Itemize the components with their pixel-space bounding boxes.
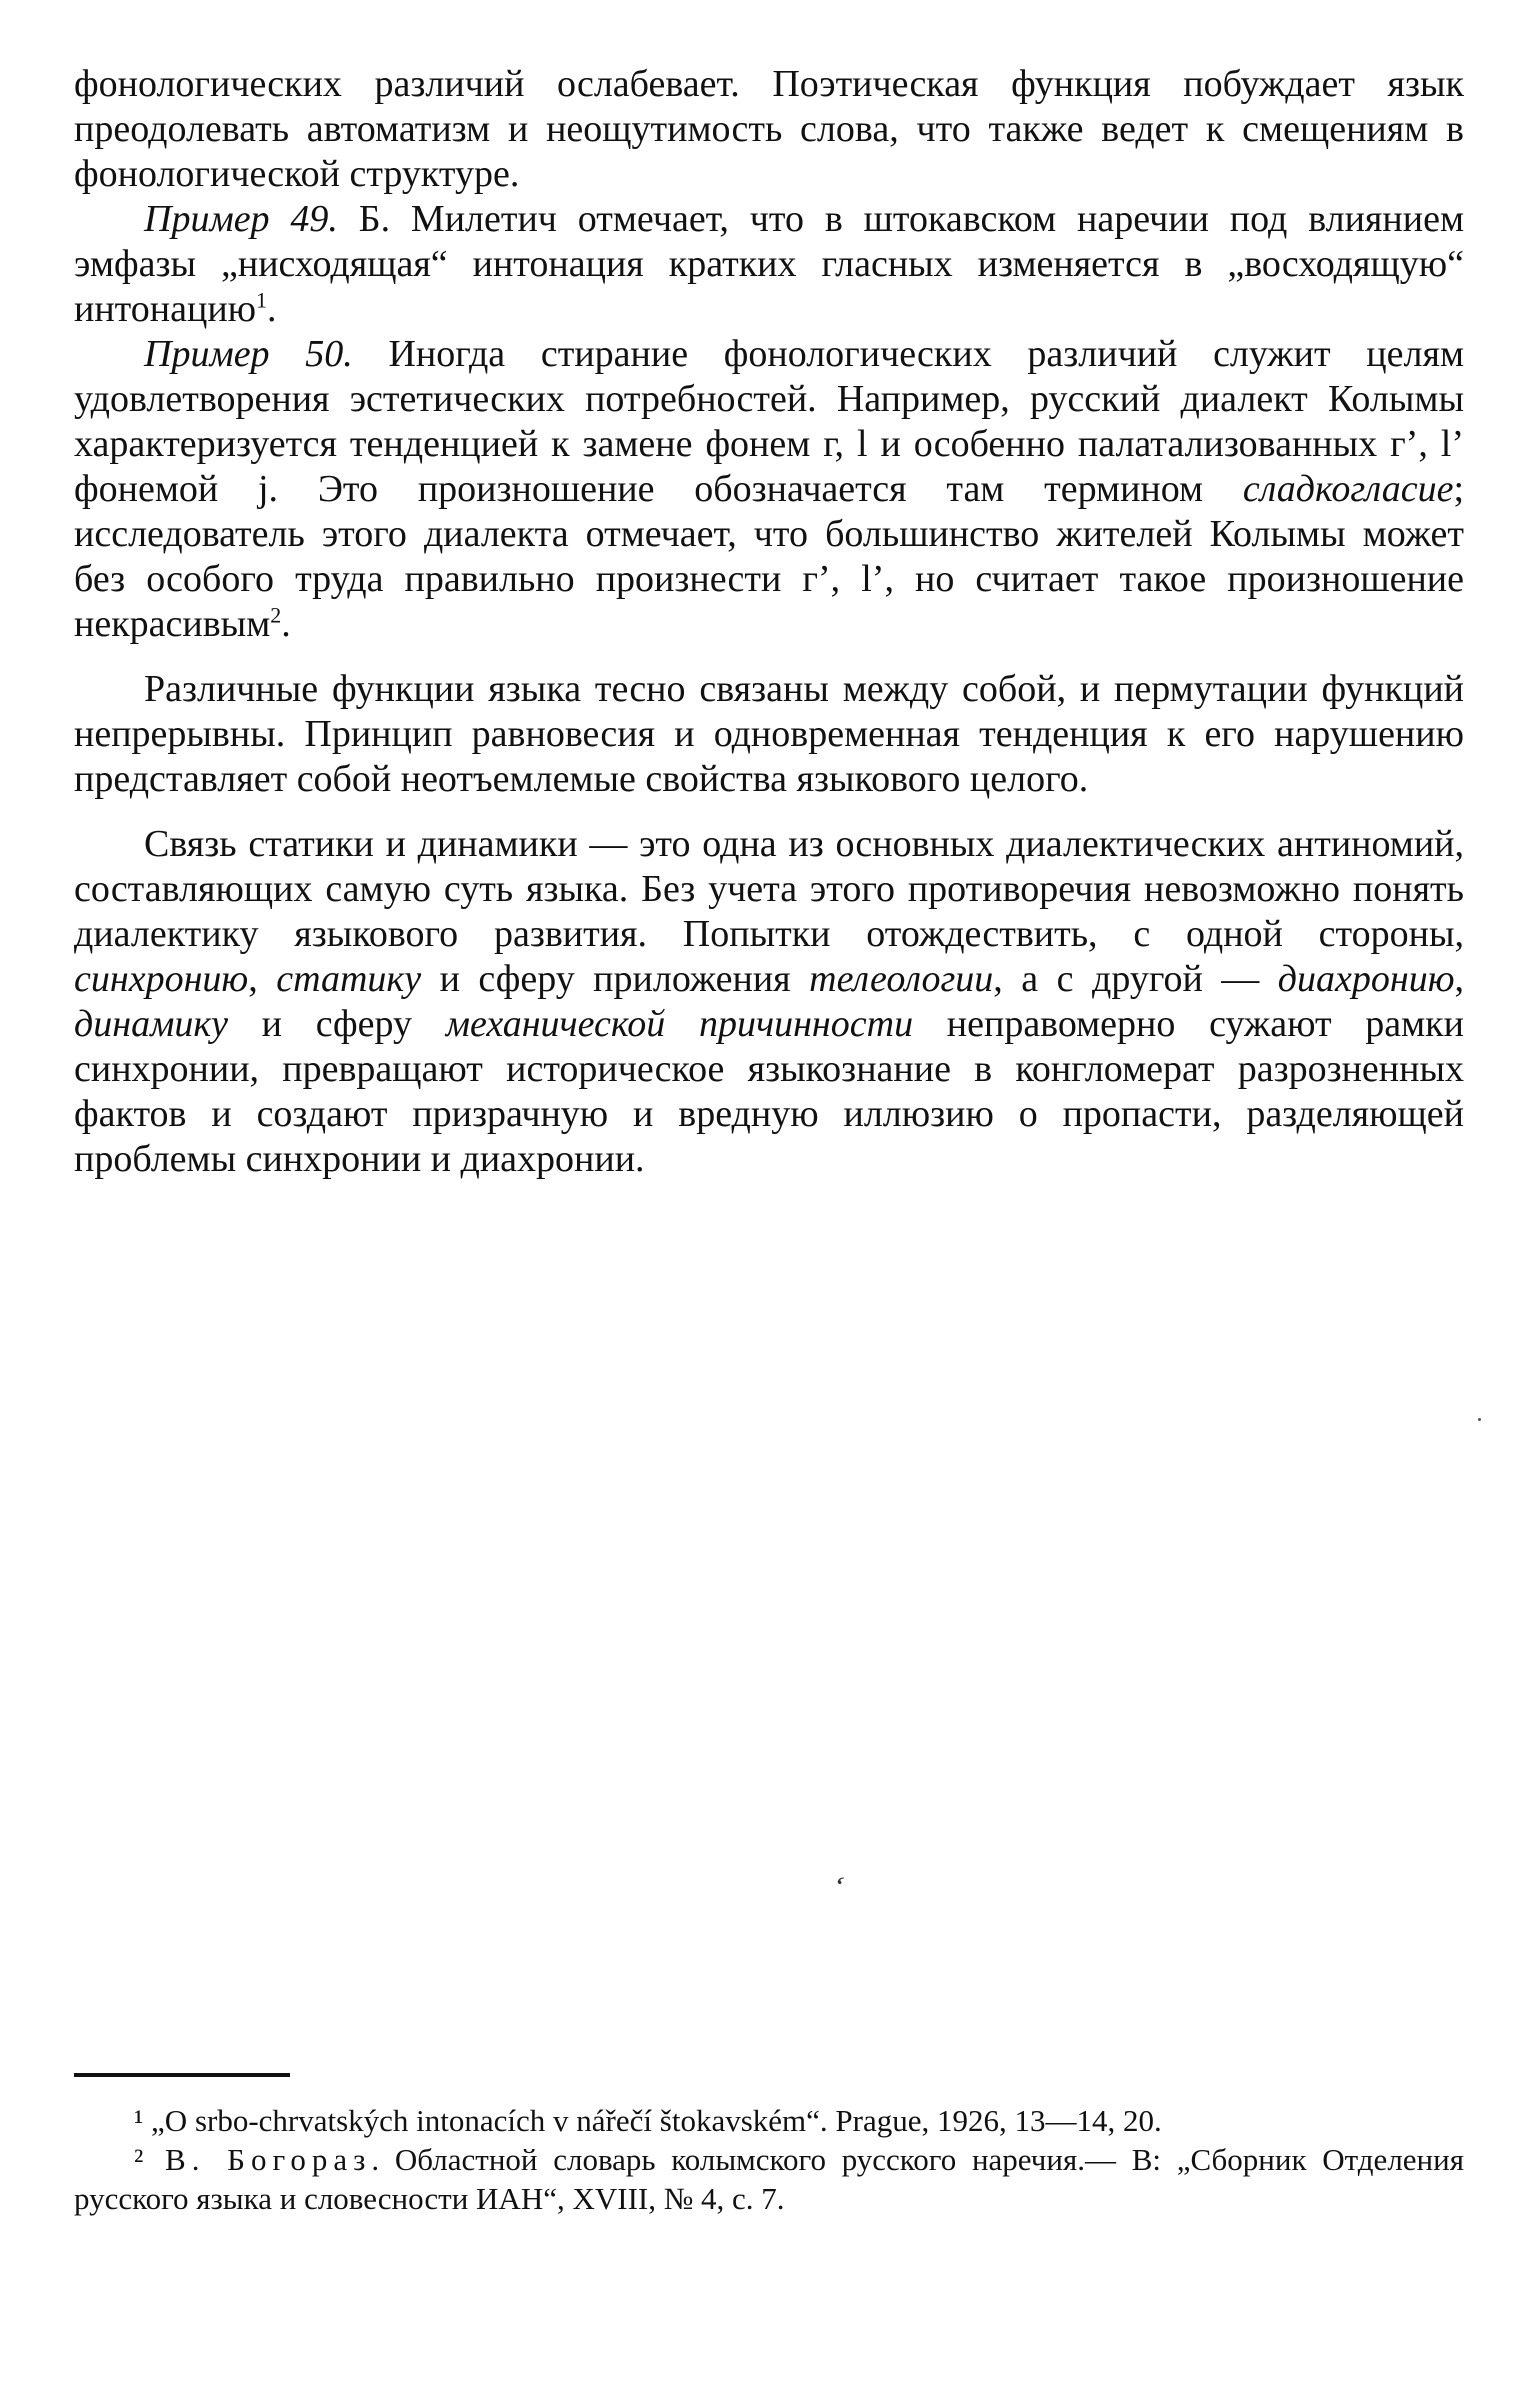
- paragraph-end: .: [267, 288, 277, 330]
- paragraph-end: .: [281, 603, 291, 645]
- footnote-author: В. Богораз: [143, 2142, 372, 2177]
- paragraph-text: , а с другой —: [993, 958, 1278, 1000]
- paragraph-example-50: [74, 332, 1464, 647]
- footnote-2: [74, 2140, 1464, 2218]
- paragraph-text: Связь статики и динамики — это одна из основных диалектических антиномий, составляющих самую суть языка. Без учета этого противоречия невозможно понять диалектику языкового развития. Попытки отождествить, с одной стороны,: [74, 823, 1464, 955]
- paragraph-text: Б. Милетич отмечает, что в штокавском наречии под влиянием эмфазы „нисходящая“ интонация кратких гласных изменяется в „восходящую“ интонацию: [74, 198, 1464, 330]
- term-italic: механической причинности: [445, 1003, 914, 1045]
- term-italic: статику: [276, 958, 422, 1000]
- paragraph-continuation: фонологических различий ослабевает. Поэтическая функция побуждает язык преодолевать автоматизм и неощутимость слова, что также ведет к смещениям в фонологической структуре.: [74, 63, 1464, 195]
- example-label: Пример 49.: [144, 198, 338, 240]
- footnote-divider: [74, 2073, 290, 2077]
- term-italic: телеологии: [809, 958, 994, 1000]
- term-italic: диахронию: [1277, 958, 1455, 1000]
- paragraph-text: неправомерно сужают рамки синхронии, превращают историческое языкознание в конгломерат разрозненных фактов и создают призрачную и вредную иллюзию о пропасти, разделяющей проблемы синхронии и диахронии.: [74, 1003, 1464, 1180]
- print-speck: [1478, 1418, 1481, 1421]
- footnote-ref-1[interactable]: 1: [256, 287, 268, 313]
- paragraph-example-49: [74, 197, 1464, 332]
- paragraph-text: и сферу: [227, 1003, 446, 1045]
- paragraph-text: ; исследователь этого диалекта отмечает, что большинство жителей Колымы может без особого труда правильно произнести г’, l’, но считает такое произношение некрасивым: [74, 468, 1464, 645]
- footnote-text: . Областной словарь колымского русского наречия.— В: „Сборник Отделения русского языка и словесности ИАН“, XVIII, № 4, с. 7.: [74, 2142, 1464, 2216]
- main-text: [74, 62, 1464, 1182]
- print-mark: ʻ: [827, 1869, 849, 1904]
- paragraph-text: и сферу приложения: [421, 958, 810, 1000]
- footnote-ref-2[interactable]: 2: [270, 602, 282, 628]
- paragraph-text: ,: [1454, 958, 1464, 1000]
- footnote-marker: ¹: [134, 2103, 144, 2138]
- term-italic: динамику: [74, 1003, 228, 1045]
- term-italic: сладкогласие: [1242, 468, 1454, 510]
- paragraph-text: ,: [248, 958, 277, 1000]
- paragraph-functions: Различные функции языка тесно связаны между собой, и пермутации функций непрерывны. Принцип равновесия и одновременная тенденция к его нарушению представляет собой неотъемлемые свойства языкового целого.: [74, 668, 1464, 800]
- footnote-1: [74, 2101, 1464, 2140]
- example-label: Пример 50.: [144, 333, 353, 375]
- paragraph-statics-dynamics: [74, 822, 1464, 1182]
- paragraph-text: Иногда стирание фонологических различий служит целям удовлетворения эстетических потребностей. Например, русский диалект Колымы характеризуется тенденцией к замене фонем г, l и особенно палатализованных г’, l’ фонемой j. Это произношение обозначается там термином: [74, 333, 1464, 510]
- footnote-marker: ²: [134, 2142, 144, 2177]
- term-italic: синхронию: [74, 958, 249, 1000]
- footnote-text: „O srbo-chrvatských intonacích v nářečí štokavském“. Prague, 1926, 13—14, 20.: [143, 2103, 1162, 2138]
- footnotes: [74, 2101, 1464, 2218]
